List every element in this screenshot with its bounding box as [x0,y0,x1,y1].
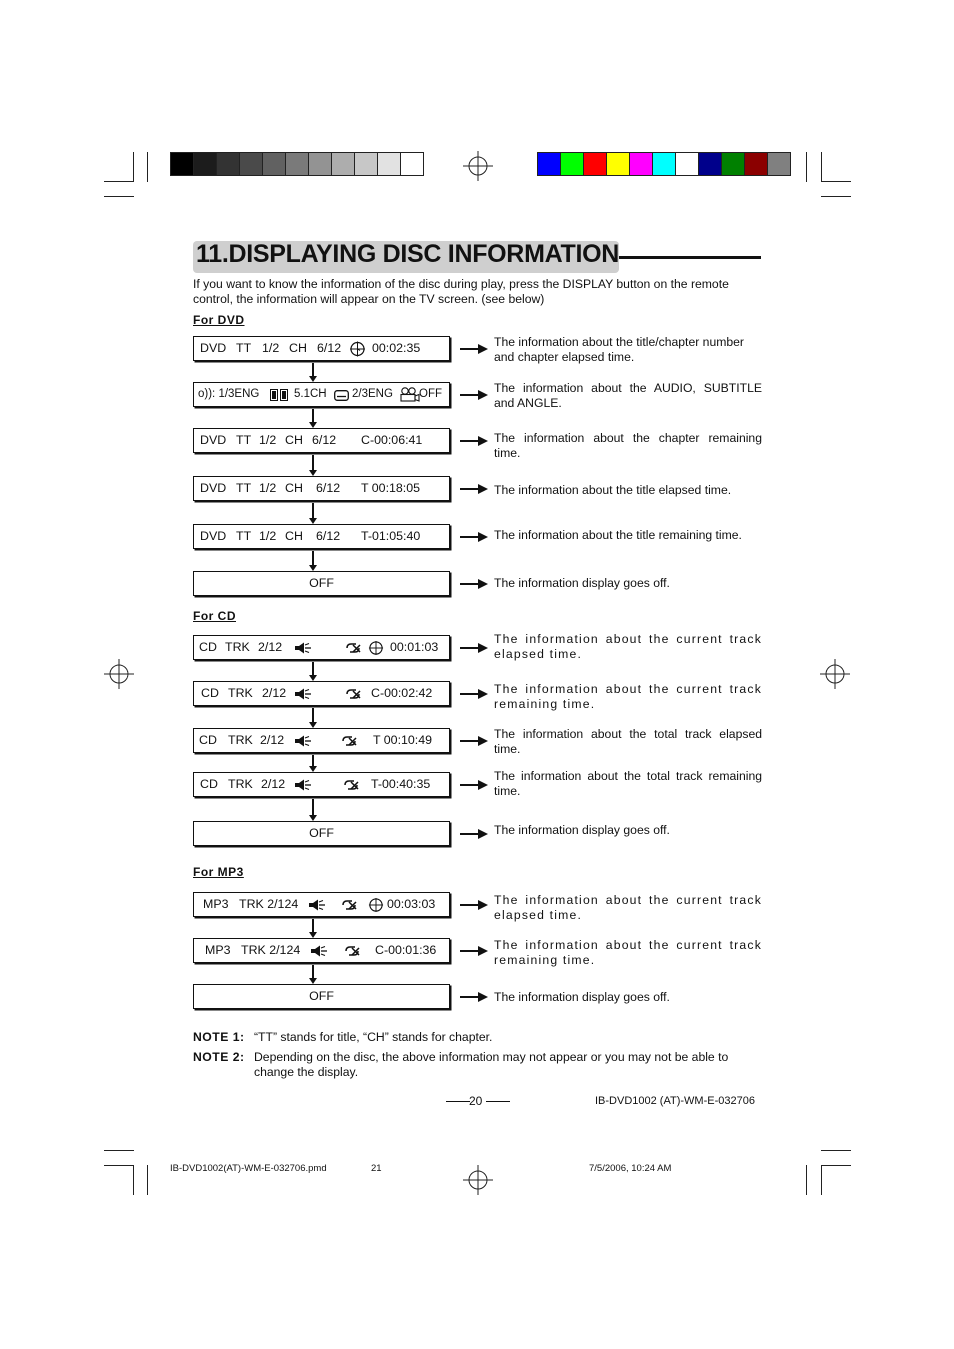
color-swatch [768,153,790,175]
down-arrow-line [312,799,314,815]
track-label: TRK [225,640,250,654]
color-swatch [355,153,378,175]
off-label: OFF [309,826,334,840]
title-label: TT [236,529,252,543]
track-elapsed-time: 00:03:03 [387,897,436,911]
disc-type: DVD [200,481,227,495]
right-arrow-icon [460,578,488,590]
down-arrow-icon [309,675,317,681]
cd-row3-description: The information about the total track elapsed time. [494,727,762,756]
track-elapsed-time: 00:01:03 [390,640,439,654]
mp3-row1-description: The information about the current track elapsed time. [494,893,762,922]
right-arrow-icon [460,688,488,700]
right-arrow-icon [460,435,488,447]
repeat-off-icon [344,688,362,700]
section-heading-dvd: For DVD [193,313,245,327]
right-arrow-icon [460,945,488,957]
track-number: 2/12 [258,640,283,654]
down-arrow-line [312,755,314,766]
section-heading-cd: For CD [193,609,236,623]
disc-type: CD [200,777,218,791]
down-arrow-line [312,965,314,978]
track-remaining-time: C-00:02:42 [371,686,433,700]
right-arrow-icon [460,531,488,543]
right-arrow-icon [460,899,488,911]
down-arrow-line [312,363,314,376]
track-number: 2/12 [261,777,286,791]
note-2-continued: change the display. [254,1065,359,1079]
file-name: IB-DVD1002(AT)-WM-E-032706.pmd [170,1163,327,1174]
color-swatch [378,153,401,175]
cd-row5-description: The information display goes off. [494,823,670,837]
down-arrow-icon [309,376,317,382]
chapter-label: CH [285,433,303,447]
section-heading-mp3: For MP3 [193,865,244,879]
repeat-off-icon [344,642,362,654]
dvd-row4-description: The information about the title elapsed time. [494,483,732,497]
repeat-off-icon [340,735,358,747]
cd-row4-description: The information about the total track remaining time. [494,769,762,798]
color-swatch [699,153,722,175]
down-arrow-icon [309,932,317,938]
color-swatch [561,153,584,175]
color-swatch [332,153,355,175]
clock-icon [368,640,384,656]
audio-setting: o)): 1/3ENG [198,388,260,400]
registration-mark-icon [104,659,134,689]
track-info: TRK 2/124 [241,943,301,957]
chapter-number: 6/12 [316,529,341,543]
clock-icon [349,341,366,357]
right-arrow-icon [460,828,488,840]
color-swatch [240,153,263,175]
disc-type: DVD [200,341,227,355]
down-arrow-icon [309,422,317,428]
mp3-display-track-remaining [193,938,450,963]
right-arrow-icon [460,483,488,495]
remaining-time: C-00:06:41 [361,433,423,447]
color-swatch [309,153,332,175]
color-swatch [538,153,561,175]
right-arrow-icon [460,991,488,1003]
disc-type: DVD [200,433,227,447]
total-remaining-time: T-00:40:35 [371,777,431,791]
chapter-number: 6/12 [317,341,342,355]
color-swatch [263,153,286,175]
off-label: OFF [309,989,334,1003]
right-arrow-icon [460,389,488,401]
note-text: Depending on the disc, the above information may not appear or you may not be able to [254,1050,729,1064]
mp3-display-off [193,984,450,1009]
repeat-off-icon [343,945,361,957]
intro-text: If you want to know the information of the disc during play, press the DISPLAY button on the remote control, the information will appear on the TV screen. (see below) [193,277,729,306]
color-swatch [745,153,768,175]
elapsed-time: 00:02:35 [372,341,421,355]
color-swatch [676,153,699,175]
caption-icon [334,390,349,401]
color-swatch [653,153,676,175]
page-number-rule-left [446,1101,470,1102]
dvd-display-off [193,571,450,596]
disc-type: CD [199,640,217,654]
note-2 [193,1050,728,1065]
cd-display-off [193,821,450,846]
page-title: 11.DISPLAYING DISC INFORMATION [196,240,620,268]
chapter-number: 6/12 [316,481,341,495]
color-bar [537,152,791,176]
speaker-icon [294,688,312,700]
registration-mark-icon [820,659,850,689]
mp3-display-track-elapsed [193,892,450,917]
disc-type: DVD [200,529,227,543]
down-arrow-line [312,455,314,470]
disc-type: MP3 [205,943,231,957]
chapter-label: CH [289,341,307,355]
track-label: TRK [228,733,253,747]
color-swatch [722,153,745,175]
chapter-number: 6/12 [312,433,337,447]
audio-channels: 5.1CH [294,388,327,400]
down-arrow-icon [309,565,317,571]
page-number-rule-right [486,1101,510,1102]
track-label: TRK [228,777,253,791]
cd-display-total-remaining [193,772,450,797]
subtitle-icon [270,389,288,401]
down-arrow-line [312,919,314,932]
repeat-off-icon [342,779,360,791]
page-number: 20 [469,1094,483,1108]
color-swatch [171,153,194,175]
clock-icon [368,897,384,913]
cd-display-total-elapsed [193,728,450,753]
camera-angle-icon [400,387,420,402]
print-date: 7/5/2006, 10:24 AM [589,1163,672,1174]
color-swatch [286,153,309,175]
mp3-row2-description: The information about the current track remaining time. [494,938,762,967]
track-number: 2/12 [260,733,285,747]
right-arrow-icon [460,343,488,355]
speaker-icon [294,779,312,791]
color-swatch [194,153,217,175]
cd-row1-description: The information about the current track elapsed time. [494,632,762,661]
down-arrow-icon [309,766,317,772]
title-elapsed-time: T 00:18:05 [361,481,421,495]
mp3-row3-description: The information display goes off. [494,990,670,1004]
note-label: NOTE 2: [193,1050,245,1064]
title-rule [619,256,761,259]
down-arrow-icon [309,815,317,821]
disc-type: CD [201,686,219,700]
note-text: “TT” stands for title, “CH” stands for chapter. [254,1030,493,1044]
title-number: 1/2 [259,433,277,447]
gray-scale-bar [170,152,424,176]
track-info: TRK 2/124 [239,897,299,911]
disc-type: CD [199,733,217,747]
model-code: IB-DVD1002 (AT)-WM-E-032706 [595,1095,755,1107]
cd-display-track-elapsed [193,635,450,660]
chapter-label: CH [285,529,303,543]
dvd-row1-description: The information about the title/chapter number and chapter elapsed time. [494,335,744,364]
track-label: TRK [228,686,253,700]
cd-display-track-remaining [193,681,450,706]
title-label: TT [236,481,252,495]
chapter-label: CH [285,481,303,495]
speaker-icon [308,899,326,911]
track-number: 2/12 [262,686,287,700]
title-remaining-time: T-01:05:40 [361,529,421,543]
total-elapsed-time: T 00:10:49 [373,733,433,747]
dvd-row5-description: The information about the title remaining time. [494,528,742,542]
speaker-icon [294,642,312,654]
dvd-display-title-chapter-elapsed [193,336,450,361]
cd-row2-description: The information about the current track remaining time. [494,682,762,711]
speaker-icon [310,945,328,957]
sheet-number: 21 [371,1163,382,1174]
down-arrow-icon [309,722,317,728]
down-arrow-icon [309,470,317,476]
title-label: TT [236,341,252,355]
color-swatch [630,153,653,175]
registration-mark-icon [463,151,493,181]
dvd-row2-description: The information about the AUDIO, SUBTITLE and ANGLE. [494,381,762,410]
disc-type: MP3 [203,897,229,911]
right-arrow-icon [460,642,488,654]
speaker-icon [294,735,312,747]
color-swatch [607,153,630,175]
down-arrow-line [312,551,314,565]
dvd-display-audio-subtitle-angle [193,382,450,407]
title-number: 1/2 [259,481,277,495]
title-label: TT [236,433,252,447]
dvd-display-title-elapsed [193,476,450,501]
color-swatch [584,153,607,175]
color-swatch [401,153,423,175]
title-number: 1/2 [262,341,280,355]
down-arrow-icon [309,978,317,984]
title-number: 1/2 [259,529,277,543]
note-label: NOTE 1: [193,1030,245,1044]
color-swatch [217,153,240,175]
note-1 [193,1030,492,1045]
dvd-display-chapter-remaining [193,428,450,453]
right-arrow-icon [460,735,488,747]
angle-setting: OFF [419,388,442,400]
down-arrow-line [312,409,314,422]
registration-mark-icon [463,1165,493,1195]
down-arrow-line [312,708,314,722]
dvd-row6-description: The information display goes off. [494,576,670,590]
off-label: OFF [309,576,334,590]
track-remaining-time: C-00:01:36 [375,943,437,957]
dvd-row3-description: The information about the chapter remaining time. [494,431,762,460]
subtitle-setting: 2/3ENG [352,388,393,400]
dvd-display-title-remaining [193,524,450,549]
right-arrow-icon [460,779,488,791]
repeat-off-icon [340,899,358,911]
down-arrow-line [312,503,314,518]
down-arrow-line [312,662,314,675]
down-arrow-icon [309,518,317,524]
